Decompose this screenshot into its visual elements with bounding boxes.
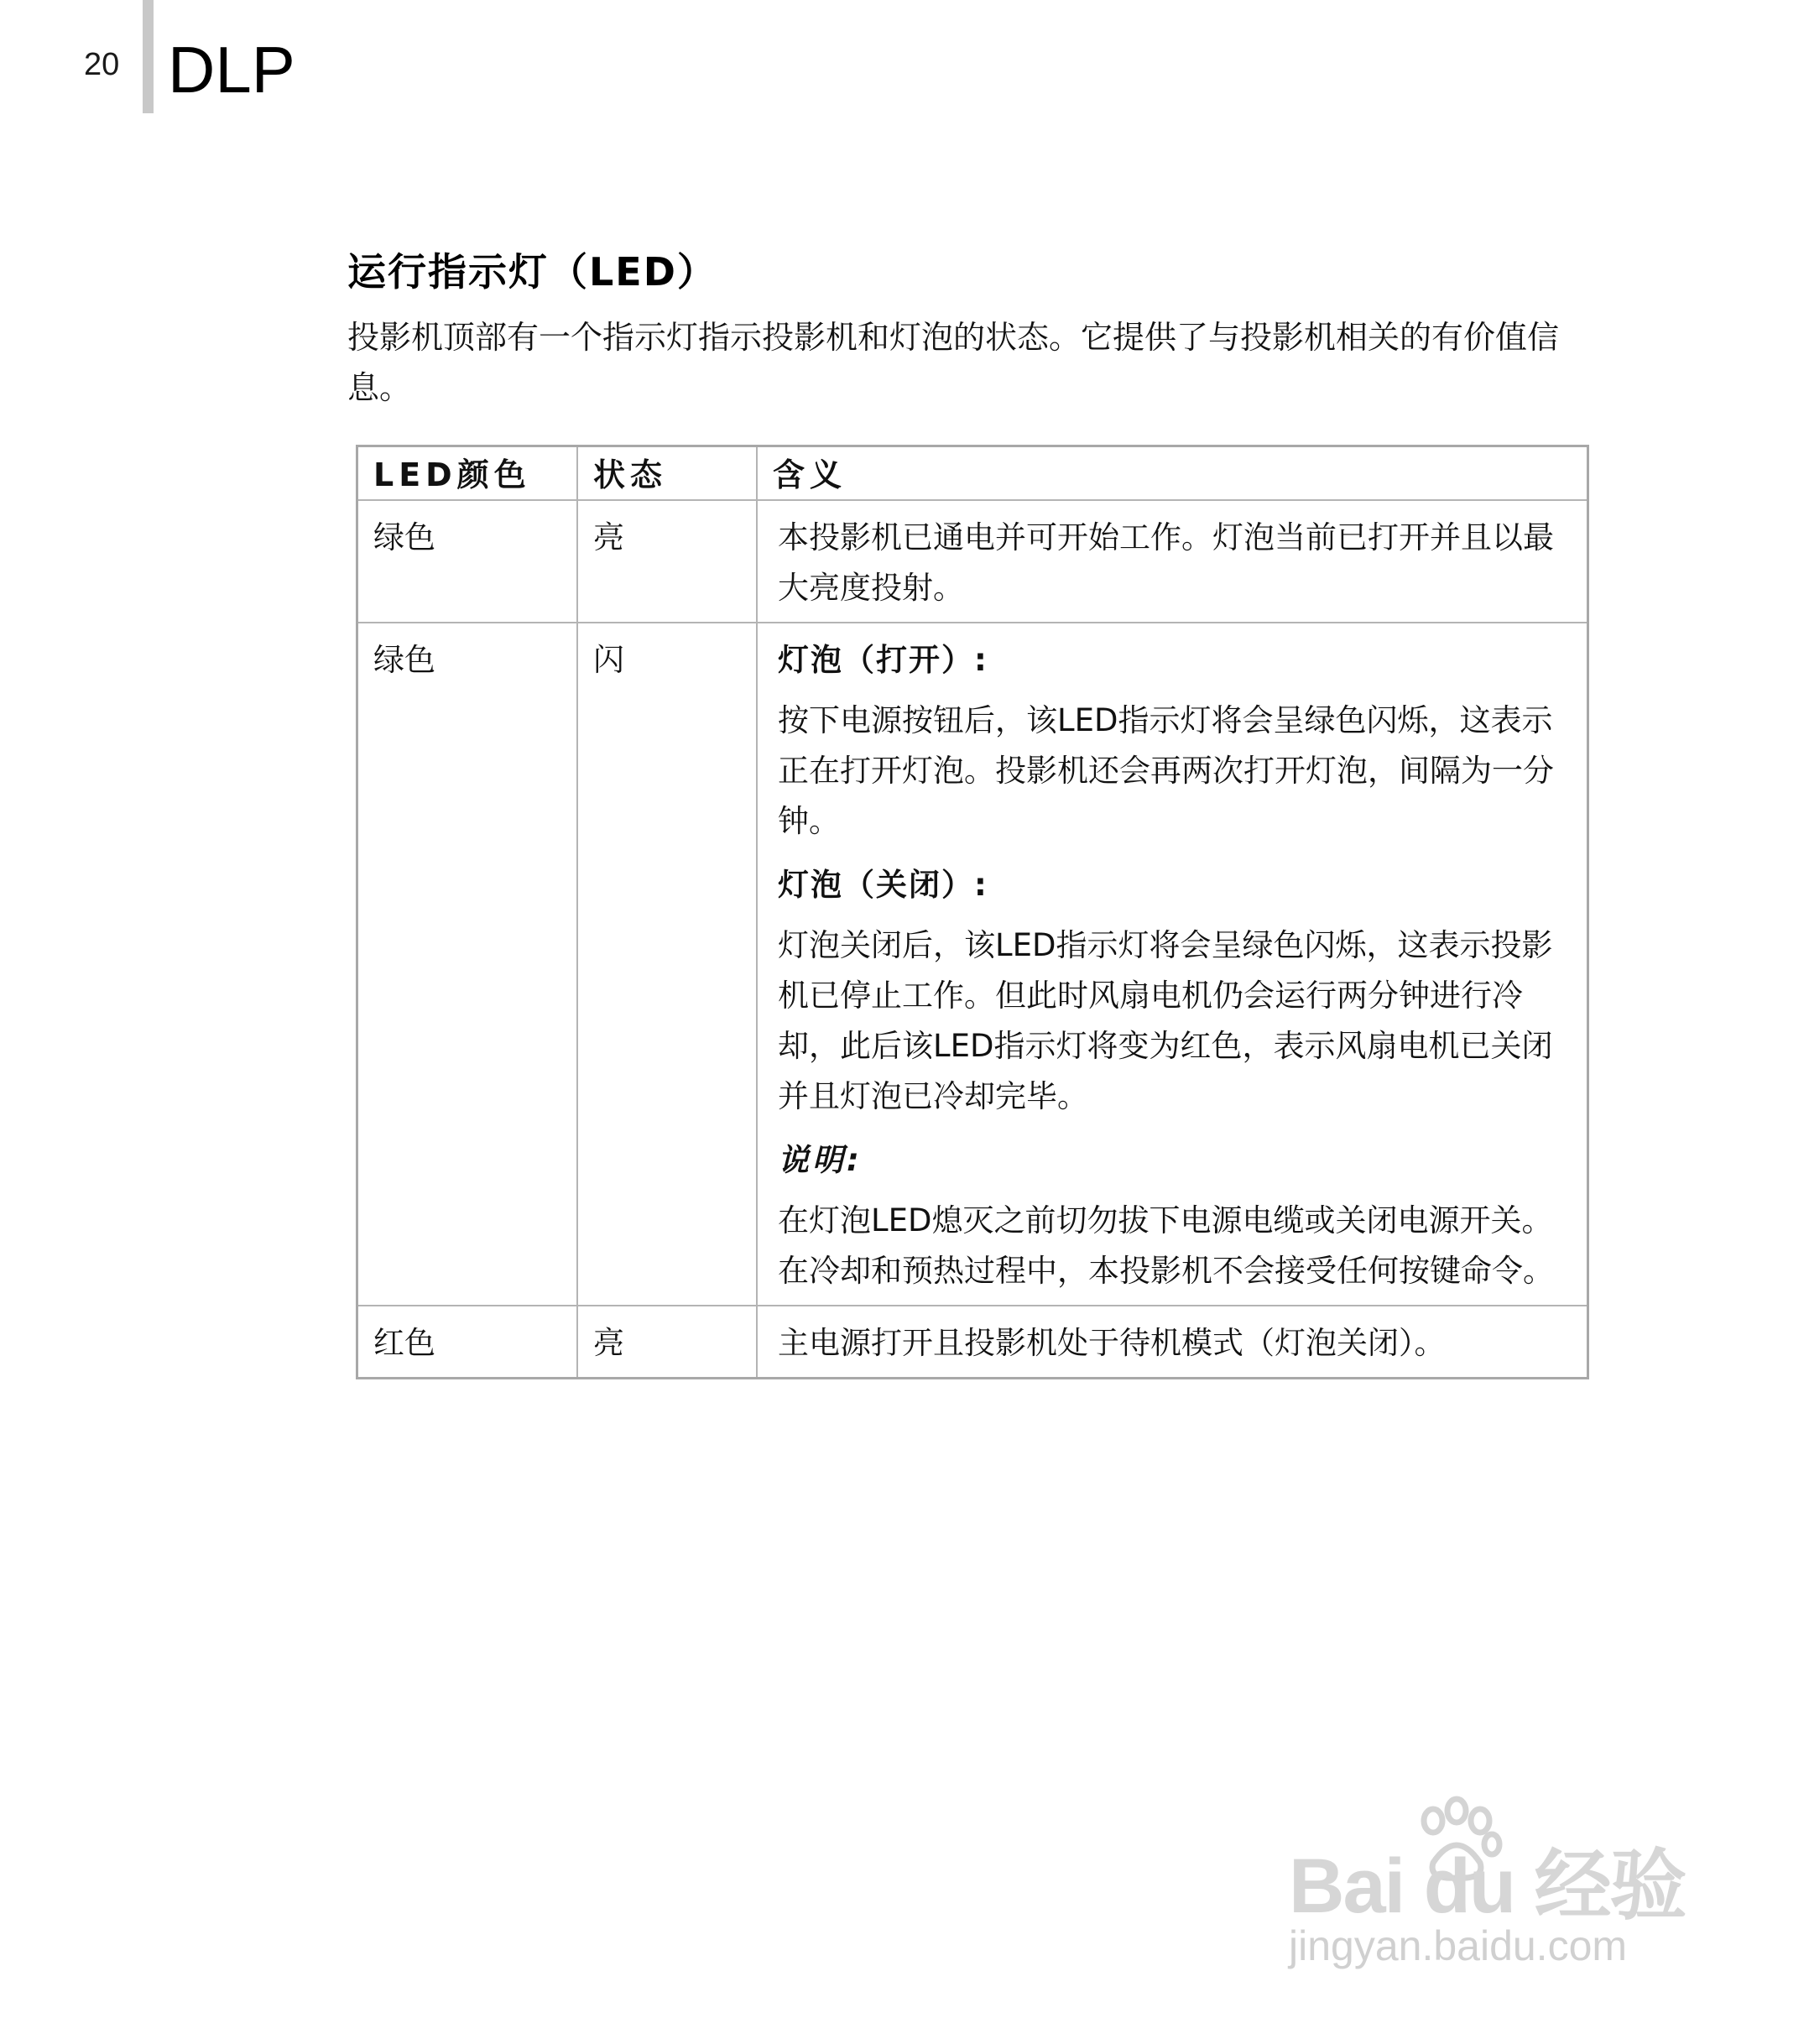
cell-meaning [757, 623, 1588, 1306]
table-header-row [357, 446, 1588, 501]
table-row [357, 1306, 1588, 1379]
led-status-table [356, 445, 1589, 1379]
lamp-on-text: 按下电源按钮后，该LED指示灯将会呈绿色闪烁，这表示正在打开灯泡。投影机还会再两次打开灯泡，间隔为一分钟。 [778, 702, 1554, 839]
intro-paragraph: 投影机顶部有一个指示灯指示投影机和灯泡的状态。它提供了与投影机相关的有价值信息。 [347, 319, 1560, 406]
cell-meaning: 主电源打开且投影机处于待机模式（灯泡关闭）。 [757, 1306, 1588, 1379]
header-led-color: LED颜色 [357, 446, 578, 501]
cell-meaning: 本投影机已通电并可开始工作。灯泡当前已打开并且以最大亮度投射。 [757, 500, 1588, 623]
section-title: 运行指示灯（LED） [347, 249, 717, 295]
baidu-watermark [1284, 1796, 1720, 1980]
cell-led-color: 绿色 [357, 623, 578, 1306]
lamp-off-text: 灯泡关闭后，该LED指示灯将会呈绿色闪烁，这表示投影机已停止工作。但此时风扇电机仍会运行两分钟进行冷却，此后该LED指示灯将变为红色，表示风扇电机已关闭并且灯泡已冷却完毕。 [778, 927, 1553, 1114]
header-divider-bar [143, 0, 154, 113]
cell-led-color: 红色 [357, 1306, 578, 1379]
page-number: 20 [84, 47, 120, 82]
table-row [357, 623, 1588, 1306]
header-state: 状态 [577, 446, 757, 501]
header-meaning: 含义 [757, 446, 1588, 501]
note-text: 在灯泡LED熄灭之前切勿拔下电源电缆或关闭电源开关。在冷却和预热过程中，本投影机不会接受任何按键命令。 [778, 1202, 1554, 1289]
watermark-url: jingyan.baidu.com [1289, 1922, 1628, 1969]
lamp-on-heading: 灯泡（打开）: [778, 642, 988, 678]
cell-state: 闪 [577, 623, 757, 1306]
cell-state: 亮 [577, 500, 757, 623]
note-heading: 说明: [778, 1142, 863, 1178]
product-name: DLP [168, 33, 295, 107]
cell-led-color: 绿色 [357, 500, 578, 623]
table-row [357, 500, 1588, 623]
lamp-off-heading: 灯泡（关闭）: [778, 867, 988, 903]
cell-state: 亮 [577, 1306, 757, 1379]
watermark-brand: Bai du 经验 [1289, 1843, 1686, 1929]
